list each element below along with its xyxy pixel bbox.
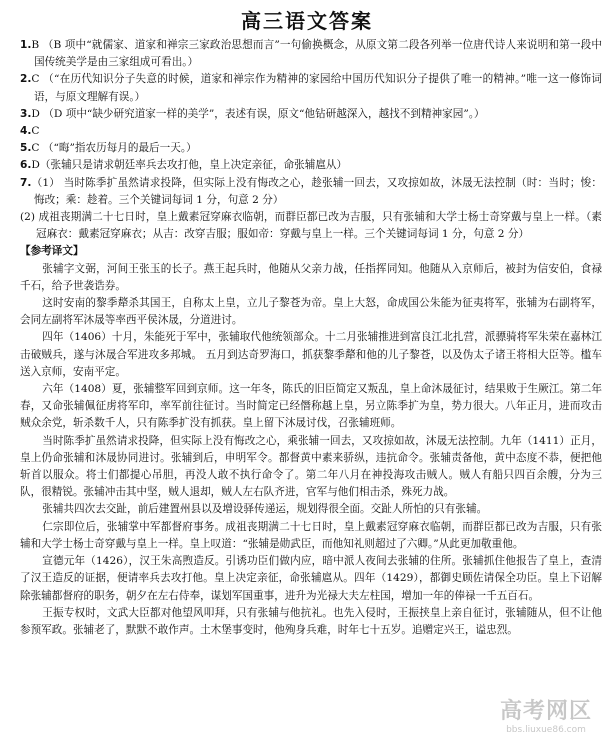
answer-text: B （B 项中“就儒家、道家和禅宗三家政治思想而言”一句偷换概念，从原文第二段各列举一位唐代诗人来说明和第一段中国传统美学是由三家组成可看出。）: [31, 39, 602, 69]
answer-number: 4.: [20, 125, 32, 138]
answer-item-6: [20, 157, 602, 174]
answer-number: 1.: [20, 39, 32, 51]
answer-7-part-2: (2) 成祖丧期满二十七日时，皇上戴素冠穿麻衣临朝，而群臣都已改为吉服，只有张辅和大学士杨士奇穿戴与皇上一样。（素冠麻衣：戴素冠穿麻衣；从吉：改穿吉服；服如帝：穿戴与皇上一样。三个关键词每词 1 分，句意 2 分）: [20, 211, 602, 241]
answer-text: C （“晦”指农历每月的最后一天。）: [31, 142, 197, 155]
watermark-brand: 高考网区: [499, 699, 592, 724]
page-title: 高三语文答案: [241, 9, 373, 33]
answer-number: 6.: [20, 159, 32, 172]
watermark-url: bbs.liuxue86.com: [506, 725, 586, 735]
answer-number: 3.: [20, 107, 32, 120]
answer-item-5: [20, 140, 602, 157]
translation-paragraph: 宣德元年（1426），汉王朱高煦造反。引诱功臣们做内应，暗中派人夜间去张辅的住所。张辅抓住他报告了皇上，查清了汉王造反的证据，便请率兵去攻打他。皇上决定亲征，命张辅扈从。四年（1429），都御史顾佐请保全功臣。皇上下诏解除张辅都督府的职务，朝夕在左右侍奉，谋划军国重事，进升为光禄大夫左柱国，增加一年的俸禄一千五百石。: [20, 555, 602, 602]
answer-item-3: [20, 106, 602, 123]
answer-number: 5.: [20, 142, 32, 155]
answer-text: D （D 项中“缺少研究道家一样的美学”，表述有误，原文“他钻研越深入，越找不到精神家园”。）: [31, 107, 485, 120]
translation-paragraph: 王振专权时，文武大臣都对他望风叩拜，只有张辅与他抗礼。也先入侵时，王振挟皇上亲自征讨，张辅随从，但不让他参预军政。张辅老了，默默不敢作声。土木堡事变时，他殉身兵难，时年七十五岁。追赠定兴王，谥忠烈。: [20, 606, 602, 636]
site-watermark: [482, 694, 610, 735]
translation-paragraph: 仁宗即位后，张辅掌中军都督府事务。成祖丧期满二十七日时，皇上戴素冠穿麻衣临朝，而群臣都已改为吉服，只有张辅和大学士杨士奇穿戴与皇上一样。皇上叹道：“张辅是勋武臣，而他知礼则超过了六卿。”从此更加敬重他。: [20, 520, 602, 550]
answer-text: C （“在历代知识分子失意的时候，道家和禅宗作为精神的家园给中国历代知识分子提供了唯一的精神。”唯一这一修饰词语，与原文理解有误。）: [31, 73, 602, 103]
translation-paragraph: 张辅共四次去交趾，前后建置州县以及增设驿传递运，规划得很全面。交趾人所怕的只有张辅。: [42, 503, 488, 516]
answer-text: C: [31, 125, 40, 138]
translation-paragraph: 当时陈季扩虽然请求投降，但实际上没有悔改之心，乘张辅一回去，又攻掠如故，沐晟无法控制。九年（1411）正月，皇上仍命张辅和沐晟协同进讨。张辅到后，申明军令。都督黄中素来骄纵，违抗命令。张辅责备他，黄中态度不恭，便把他斩首以服众。将士们都提心吊胆，再没人敢不执行命令了。第二年八月在神投海攻击贼人。贼人有船只四百余艘，分为三队，很精锐。张辅冲击其中坚，贼人退却，贼人左右队齐进，官军与他们相击杀，殊死力战。: [20, 434, 602, 499]
answer-text: D（张辅只是请求朝廷率兵去攻打他，皇上决定亲征，命张辅扈从）: [31, 159, 348, 172]
answer-item-1: [20, 37, 602, 71]
translation-paragraph: 四年（1406）十月，朱能死于军中，张辅取代他统领部众。十二月张辅推进到富良江北扎营，派骠骑将军朱荣在嘉林江击破贼兵，遂与沐晟合军进攻多邦城。 五月到达奇罗海口，抓获黎季犛和他的儿子黎苍，以及伪太子诸王将相大臣等。槛车送入京师，安南平定。: [20, 331, 602, 378]
section-heading: 【参考译文】: [20, 245, 84, 258]
answer-item-2: [20, 71, 602, 105]
answer-text: （1） 当时陈季扩虽然请求投降，但实际上没有悔改之心，趁张辅一回去，又攻掠如故，沐晟无法控制（时：当时；悛：悔改；乘：趁着。三个关键词每词 1 分，句意 2 分）: [31, 176, 602, 206]
answer-content: [20, 37, 602, 639]
answer-number: 7.: [20, 176, 32, 189]
answer-item-4: [20, 123, 602, 140]
answer-item-7: [20, 175, 602, 209]
translation-paragraph: 这时安南的黎季犛杀其国王，自称太上皇，立儿子黎苍为帝。皇上大怒，命成国公朱能为征夷将军，张辅为右副将军，会同左副将军沐晟等率西平侯沐晟，分道进讨。: [20, 297, 602, 327]
answer-number: 2.: [20, 73, 32, 86]
translation-paragraph: 六年（1408）夏，张辅整军回到京师。这一年冬，陈氏的旧臣简定又叛乱，皇上命沐晟征讨，结果败于生厥江。第二年春，又命张辅佩征虏将军印，率军前往征讨。当时简定已经僭称越上皇，另立陈季扩为皇，势力很大。八年正月，进而攻击贼众余党，斩杀数千人，只有陈季扩没有抓获。皇上留下沐晟讨伐，召张辅班师。: [20, 383, 602, 430]
translation-paragraph: 张辅字文弼，河间王张玉的长子。燕王起兵时，他随从父亲力战，任指挥同知。他随从入京师后，被封为信安伯，食禄千石，给予世袭诰券。: [20, 262, 602, 292]
